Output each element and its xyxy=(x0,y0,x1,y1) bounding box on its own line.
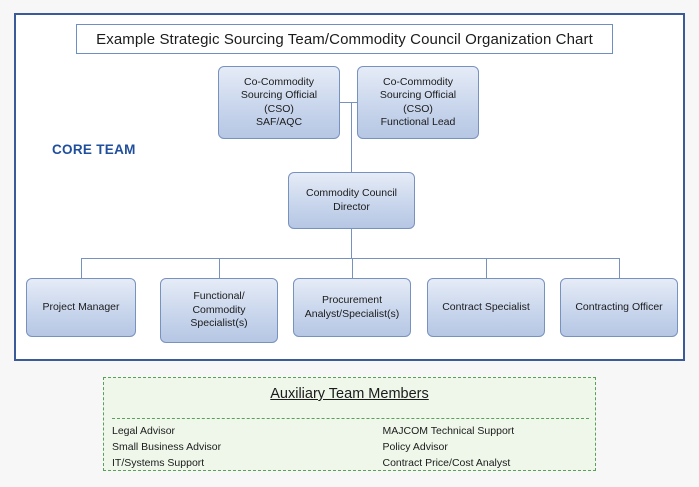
node-line: Sourcing Official xyxy=(240,89,318,102)
node-line: Contracting Officer xyxy=(575,300,663,313)
auxiliary-left-column xyxy=(112,423,351,471)
list-item: IT/Systems Support xyxy=(112,457,205,469)
list-item: Legal Advisor xyxy=(112,425,176,437)
node-text xyxy=(241,76,317,130)
node-text xyxy=(442,301,530,314)
node-line: Analyst/Specialist(s) xyxy=(304,307,400,320)
node-project-manager[interactable] xyxy=(26,278,136,337)
connector-drop-contract-specialist xyxy=(486,258,487,278)
connector-drop-contracting-officer xyxy=(619,258,620,278)
auxiliary-team-title: Auxiliary Team Members xyxy=(270,386,429,402)
connector-director-down xyxy=(351,229,352,258)
connector-drop-functional-specialist xyxy=(219,258,220,278)
node-functional-commodity-specialist[interactable] xyxy=(160,278,278,343)
auxiliary-columns xyxy=(112,423,589,471)
node-line: Functional/ xyxy=(193,290,245,303)
auxiliary-team-panel xyxy=(103,377,596,471)
node-line: (CSO) xyxy=(403,102,433,115)
node-text xyxy=(380,76,456,130)
node-procurement-analyst-specialist[interactable] xyxy=(293,278,411,337)
node-line: SAF/AQC xyxy=(255,115,303,128)
node-contract-specialist[interactable] xyxy=(427,278,545,337)
node-text xyxy=(42,301,119,314)
node-line: Commodity Council xyxy=(305,187,398,200)
node-line: Co-Commodity xyxy=(382,75,453,88)
list-item: Policy Advisor xyxy=(382,441,448,453)
node-line: (CSO) xyxy=(264,102,294,115)
node-line: Sourcing Official xyxy=(379,89,457,102)
list-item: MAJCOM Technical Support xyxy=(382,425,515,437)
node-co-commodity-sourcing-official-saf-aqc[interactable] xyxy=(218,66,340,139)
auxiliary-right-column xyxy=(351,423,590,471)
connector-drop-procurement-analyst xyxy=(352,258,353,278)
auxiliary-divider xyxy=(112,418,589,419)
node-contracting-officer[interactable] xyxy=(560,278,678,337)
node-text xyxy=(306,187,397,214)
node-commodity-council-director[interactable] xyxy=(288,172,415,229)
connector-drop-project-manager xyxy=(81,258,82,278)
node-line: Commodity xyxy=(192,303,246,316)
connector-cso-pair xyxy=(340,102,357,103)
page-title-text: Example Strategic Sourcing Team/Commodity Council Organization Chart xyxy=(96,30,593,48)
node-line: Co-Commodity xyxy=(243,75,314,88)
list-item: Contract Price/Cost Analyst xyxy=(382,457,511,469)
connector-bus xyxy=(81,258,619,259)
node-text xyxy=(190,290,247,330)
node-line: Contract Specialist xyxy=(442,300,530,313)
node-line: Functional Lead xyxy=(380,115,456,128)
node-text xyxy=(575,301,662,314)
node-line: Specialist(s) xyxy=(190,317,248,330)
node-co-commodity-sourcing-official-functional-lead[interactable] xyxy=(357,66,479,139)
node-line: Director xyxy=(333,200,370,213)
list-item: Small Business Advisor xyxy=(112,441,222,453)
connector-director-stem xyxy=(351,150,352,172)
page-title xyxy=(76,24,613,54)
node-line: Project Manager xyxy=(42,300,120,313)
core-team-label: CORE TEAM xyxy=(52,142,136,157)
node-line: Procurement xyxy=(321,294,383,307)
connector-cso-to-director-vertical xyxy=(351,102,352,150)
node-text xyxy=(305,294,400,321)
